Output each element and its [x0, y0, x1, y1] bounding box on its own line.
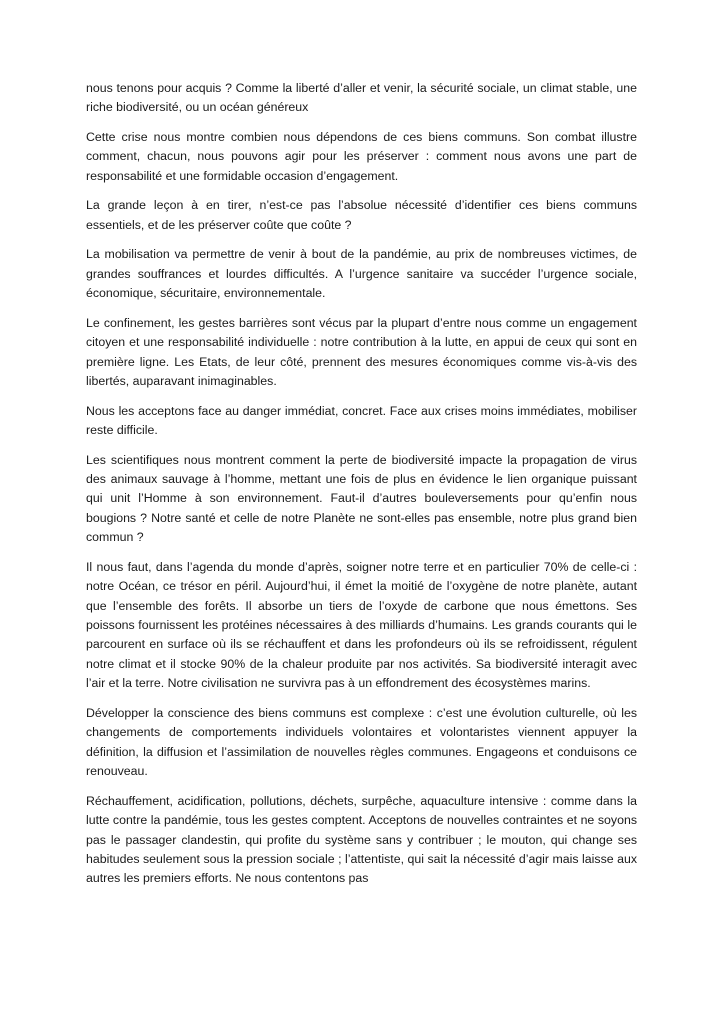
paragraph-5: Le confinement, les gestes barrières sont vécus par la plupart d’entre nous comme un engagement citoyen et une responsabilité individuelle : notre contribution à la lutte, en appui de ceux qui sont en première ligne. Les Etats, de leur côté, prennent des mesures économiques comme vis-à-vis des libertés, auparavant inimaginables.: [86, 315, 637, 389]
paragraph-10: Réchauffement, acidification, pollutions, déchets, surpêche, aquaculture intensive : comme dans la lutte contre la pandémie, tous les gestes comptent. Acceptons de nouvelles contraintes et ne soyons pas le passager clandestin, qui profite du système sans y contribuer ; le mouton, qui change ses habitudes seulement sous la pression sociale ; l’attentiste, qui sait la nécessité d’agir mais laisse aux autres les premiers efforts. Ne nous contentons pas: [86, 793, 637, 886]
paragraph-6: Nous les acceptons face au danger immédiat, concret. Face aux crises moins immédiates, mobiliser reste difficile.: [86, 403, 637, 438]
paragraph-4: La mobilisation va permettre de venir à bout de la pandémie, au prix de nombreuses victimes, de grandes souffrances et lourdes difficultés. A l’urgence sanitaire va succéder l’urgence sociale, économique, sécuritaire, environnementale.: [86, 247, 637, 301]
document-page: [86, 79, 637, 899]
paragraph-2: Cette crise nous montre combien nous dépendons de ces biens communs. Son combat illustre comment, chacun, nous pouvons agir pour les préserver : comment nous avons une part de responsabilité et une formidable occasion d’engagement.: [86, 130, 637, 183]
paragraph-1: nous tenons pour acquis ? Comme la liberté d’aller et venir, la sécurité sociale, un climat stable, une riche biodiversité, ou un océan généreux: [86, 81, 637, 115]
paragraph-3: La grande leçon à en tirer, n’est-ce pas l’absolue nécessité d’identifier ces biens communs essentiels, et de les préserver coûte que coûte ?: [86, 198, 637, 232]
paragraph-9: Développer la conscience des biens communs est complexe : c’est une évolution culturelle, où les changements de comportements individuels volontaires et volontaristes viennent appuyer la définition, la diffusion et l’assimilation de nouvelles règles communes. Engageons et conduisons ce renouveau.: [86, 705, 637, 779]
paragraph-7: Les scientifiques nous montrent comment la perte de biodiversité impacte la propagation de virus des animaux sauvage à l’homme, mettant une fois de plus en évidence le lien organique puissant qui unit l’Homme à son environnement. Faut-il d’autres bouleversements pour qu’enfin nous bougions ? Notre santé et celle de notre Planète ne sont-elles pas ensemble, notre plus grand bien commun ?: [86, 452, 637, 545]
paragraph-8: Il nous faut, dans l’agenda du monde d’après, soigner notre terre et en particulier 70% de celle-ci : notre Océan, ce trésor en péril. Aujourd’hui, il émet la moitié de l’oxygène de notre planète, autant que l’ensemble des forêts. Il absorbe un tiers de l’oxyde de carbone que nous émettons. Ses poissons fournissent les protéines nécessaires à des milliards d’humains. Les grands courants qui le parcourent en surface où ils se réchauffent et dans les profondeurs où ils se refroidissent, régulent notre climat et il stocke 90% de la chaleur produite par nos activités. Sa biodiversité interagit avec l’air et la terre. Notre civilisation ne survivra pas à un effondrement des écosystèmes marins.: [86, 559, 637, 691]
